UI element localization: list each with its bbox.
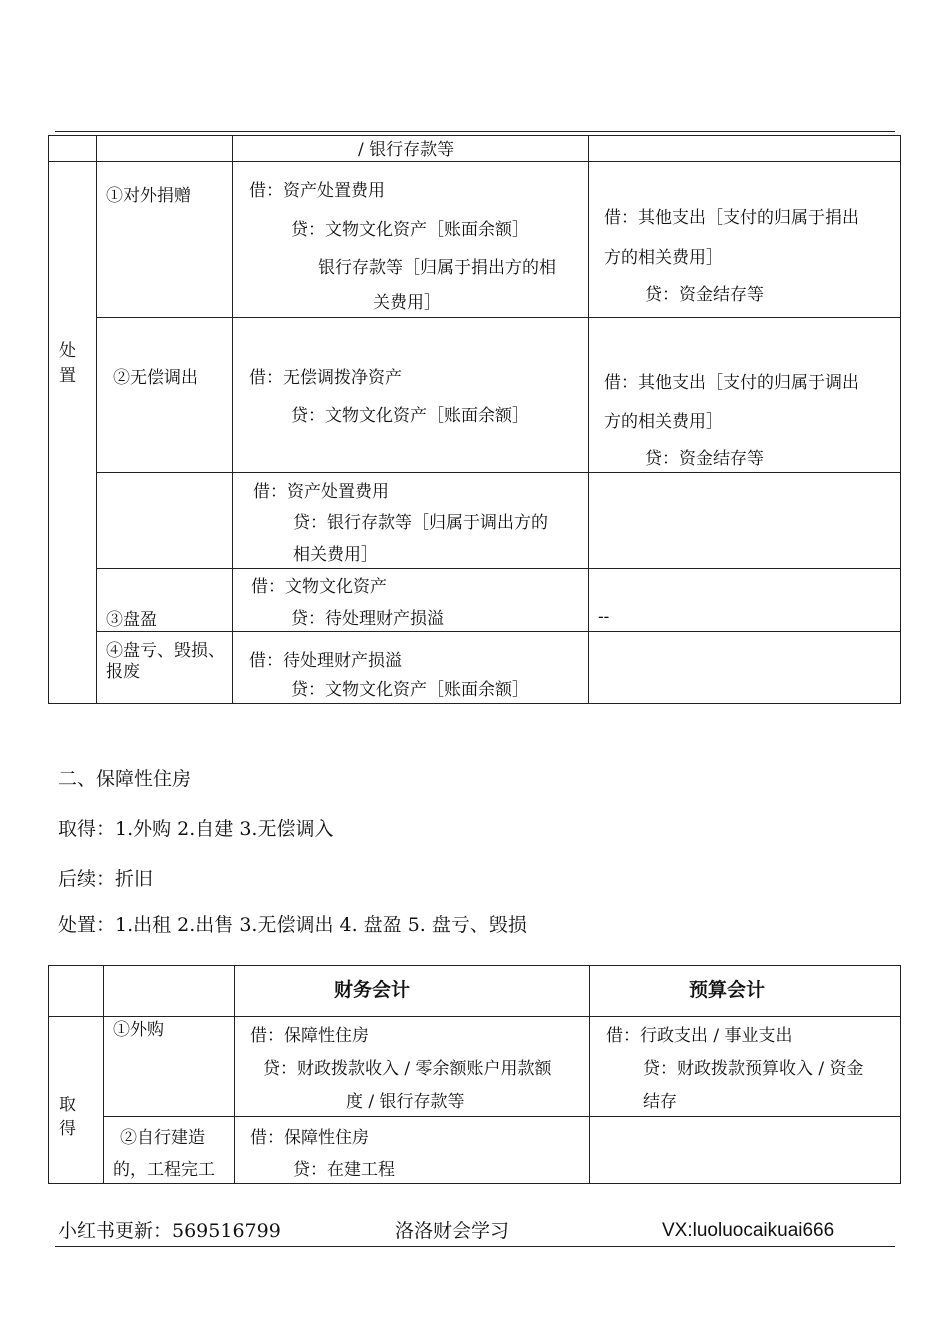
- header-budget: 预算会计: [689, 980, 766, 1001]
- acquire-line: 取得：1.外购 2.自建 3.无偿调入: [58, 818, 334, 840]
- entry-line: 借：资产处置费用: [249, 181, 385, 201]
- item-transfer: ②无偿调出: [113, 368, 198, 388]
- category-char: 置: [59, 366, 76, 386]
- entry-line: 方的相关费用］: [604, 248, 723, 268]
- table1-line: [48, 135, 901, 136]
- table2-line: [589, 965, 590, 1184]
- entry-line: 贷：财政拨款预算收入 / 资金: [643, 1059, 864, 1079]
- entry-line: 借：待处理财产损溢: [249, 651, 402, 671]
- entry-line: 贷：银行存款等［归属于调出方的: [293, 513, 548, 533]
- entry-line: 贷：待处理财产损溢: [291, 609, 444, 629]
- subsequent-line: 后续：折旧: [58, 868, 154, 890]
- entry-line: 度 / 银行存款等: [346, 1092, 465, 1112]
- table1-line: [96, 317, 901, 318]
- dispose-line: 处置：1.出租 2.出售 3.无偿调出 4. 盘盈 5. 盘亏、毁损: [58, 914, 527, 936]
- entry-line: 贷：文物文化资产［账面余额］: [291, 406, 529, 426]
- table1-line: [900, 135, 901, 704]
- category-char: 得: [59, 1119, 76, 1139]
- top-rule: [55, 131, 895, 132]
- footer-center: 洛洛财会学习: [395, 1220, 510, 1242]
- table2-line: [234, 965, 235, 1184]
- entry-line: 贷：资金结存等: [645, 285, 764, 305]
- budget-none: --: [598, 607, 610, 626]
- section-title: 二、保障性住房: [58, 768, 192, 790]
- entry-line: 借：其他支出［支付的归属于捐出: [604, 208, 859, 228]
- continuation-text: / 银行存款等: [358, 140, 455, 160]
- item-donate: ①对外捐赠: [106, 186, 191, 206]
- category-char: 处: [59, 341, 76, 361]
- entry-line: 贷：资金结存等: [645, 449, 764, 469]
- item-selfbuild: 的，工程完工: [113, 1160, 215, 1180]
- entry-line: 银行存款等［归属于捐出方的相: [318, 258, 556, 278]
- table2-line: [48, 1183, 901, 1184]
- entry-line: 贷：文物文化资产［账面余额］: [291, 220, 529, 240]
- table2-line: [48, 965, 901, 966]
- footer-left: 小红书更新：569516799: [58, 1220, 281, 1242]
- table2-line: [48, 965, 49, 1184]
- item-surplus: ③盘盈: [106, 610, 157, 630]
- item-loss: ④盘亏、毁损、: [106, 641, 225, 661]
- table1-line: [232, 135, 233, 704]
- entry-line: 贷：文物文化资产［账面余额］: [291, 680, 529, 700]
- item-loss: 报废: [106, 662, 140, 682]
- header-financial: 财务会计: [334, 980, 411, 1001]
- entry-line: 借：资产处置费用: [253, 482, 389, 502]
- table1-line: [96, 135, 97, 704]
- entry-line: 结存: [643, 1092, 677, 1112]
- table2-line: [103, 1116, 901, 1117]
- category-char: 取: [59, 1095, 76, 1115]
- entry-line: 相关费用］: [293, 545, 378, 565]
- table1-line: [96, 631, 901, 632]
- table2-line: [103, 965, 104, 1184]
- table1-line: [48, 703, 901, 704]
- entry-line: 方的相关费用］: [604, 412, 723, 432]
- table2-line: [900, 965, 901, 1184]
- table1-line: [96, 472, 901, 473]
- footer-right: VX:luoluocaikuai666: [662, 1220, 835, 1241]
- entry-line: 贷：财政拨款收入 / 零余额账户用款额: [263, 1059, 552, 1079]
- entry-line: 借：保障性住房: [250, 1128, 369, 1148]
- item-purchase: ①外购: [113, 1020, 164, 1040]
- entry-line: 借：文物文化资产: [251, 577, 387, 597]
- footer-rule: [55, 1246, 895, 1247]
- table2-line: [48, 1016, 901, 1017]
- table1-line: [96, 568, 901, 569]
- table1-line: [588, 135, 589, 704]
- table1-line: [48, 161, 901, 162]
- table1-line: [48, 135, 49, 704]
- entry-line: 贷：在建工程: [293, 1160, 395, 1180]
- entry-line: 借：其他支出［支付的归属于调出: [604, 373, 859, 393]
- entry-line: 关费用］: [373, 293, 441, 313]
- item-selfbuild: ②自行建造: [120, 1128, 205, 1148]
- entry-line: 借：无偿调拨净资产: [249, 368, 402, 388]
- entry-line: 借：行政支出 / 事业支出: [606, 1026, 793, 1046]
- entry-line: 借：保障性住房: [250, 1026, 369, 1046]
